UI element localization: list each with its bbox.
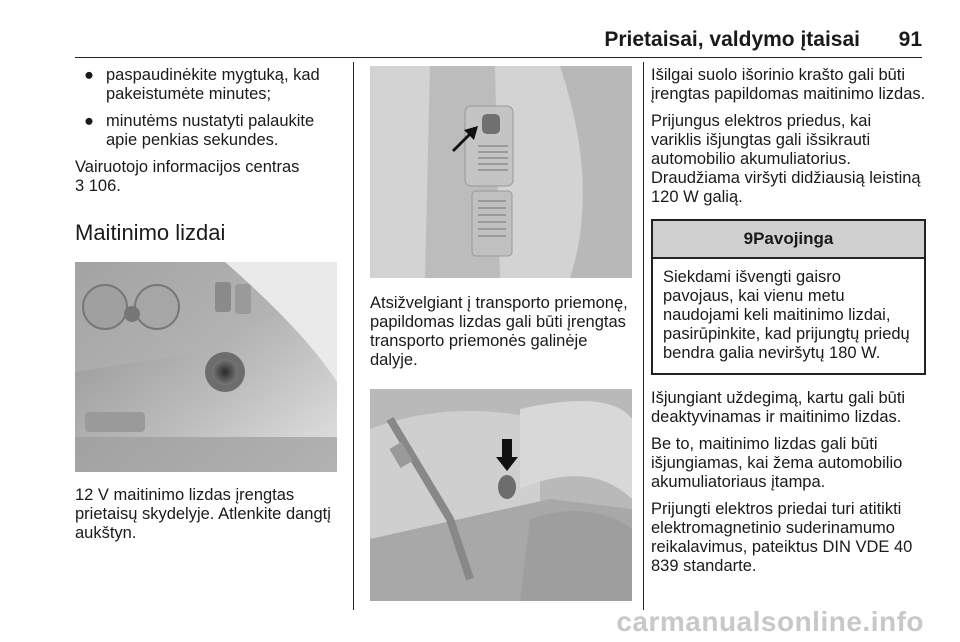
- column-3: [651, 66, 926, 584]
- warning-body: Siekdami išvengti gaisro pavojaus, kai vienu metu naudojami keli maitinimo lizdai, pasirūpinkite, kad prijungtų priedų bendra galia neviršytų 180 W.: [663, 268, 910, 362]
- bullet-dot: ●: [84, 66, 94, 84]
- column-divider-right: [643, 62, 644, 610]
- rear-socket-illustration: [370, 66, 632, 278]
- reference-label: Vairuotojo informacijos centras: [75, 158, 300, 176]
- warning-triangle-icon: 9: [743, 229, 754, 248]
- header-title: Prietaisai, valdymo įtaisai: [604, 28, 860, 51]
- image-caption: 12 V maitinimo lizdas įrengtas prietaisų skydelyje. Atlenkite dangtį aukštyn.: [75, 486, 331, 542]
- column-2: [370, 66, 632, 601]
- bullet-text: minutėms nustatyti palaukite apie penkias sekundes.: [106, 112, 315, 149]
- paragraph: Prijungus elektros priedus, kai variklis išjungtas gali išsikrauti automobilio akumuliatorius. Draudžiama viršyti didžiausią leistiną 120 W galią.: [651, 112, 921, 206]
- bullet-dot: ●: [84, 112, 94, 130]
- bullet-item: [75, 66, 343, 104]
- column-1: [75, 66, 343, 543]
- section-heading: Maitinimo lizdai: [75, 220, 226, 245]
- bullet-item: [75, 112, 343, 150]
- warning-box: [651, 219, 926, 375]
- bullet-text: paspaudinėkite mygtuką, kad pakeistumėte minutes;: [106, 66, 320, 103]
- paragraph: Prijungti elektros priedai turi atitikti elektromagnetinio suderinamumo reikalavimus, pateiktus DIN VDE 40 839 standarte.: [651, 500, 913, 575]
- image-caption: Atsižvelgiant į transporto priemonę, papildomas lizdas gali būti įrengtas transporto priemonės galinėje dalyje.: [370, 294, 628, 369]
- warning-header: [653, 221, 924, 259]
- paragraph: Išjungiant uždegimą, kartu gali būti deaktyvinamas ir maitinimo lizdas.: [651, 389, 906, 426]
- reference-text: [75, 158, 343, 196]
- page-number: 91: [898, 28, 922, 51]
- dashboard-socket-illustration: [75, 262, 337, 472]
- warning-title: Pavojinga: [753, 229, 834, 248]
- watermark: carmanualsonline.info: [616, 606, 924, 637]
- rear-socket-image: [370, 66, 632, 278]
- header-rule: [75, 57, 922, 58]
- dashboard-socket-image: [75, 262, 337, 472]
- seat-socket-image: [370, 389, 632, 601]
- seat-socket-illustration: [370, 389, 632, 601]
- paragraph: Išilgai suolo išorinio krašto gali būti įrengtas papildomas maitinimo lizdas.: [651, 66, 926, 103]
- paragraph: Be to, maitinimo lizdas gali būti išjungiamas, kai žema automobilio akumuliatoriaus įtampa.: [651, 435, 903, 491]
- page-reference-link[interactable]: 3 106.: [75, 177, 121, 195]
- column-divider-left: [353, 62, 354, 610]
